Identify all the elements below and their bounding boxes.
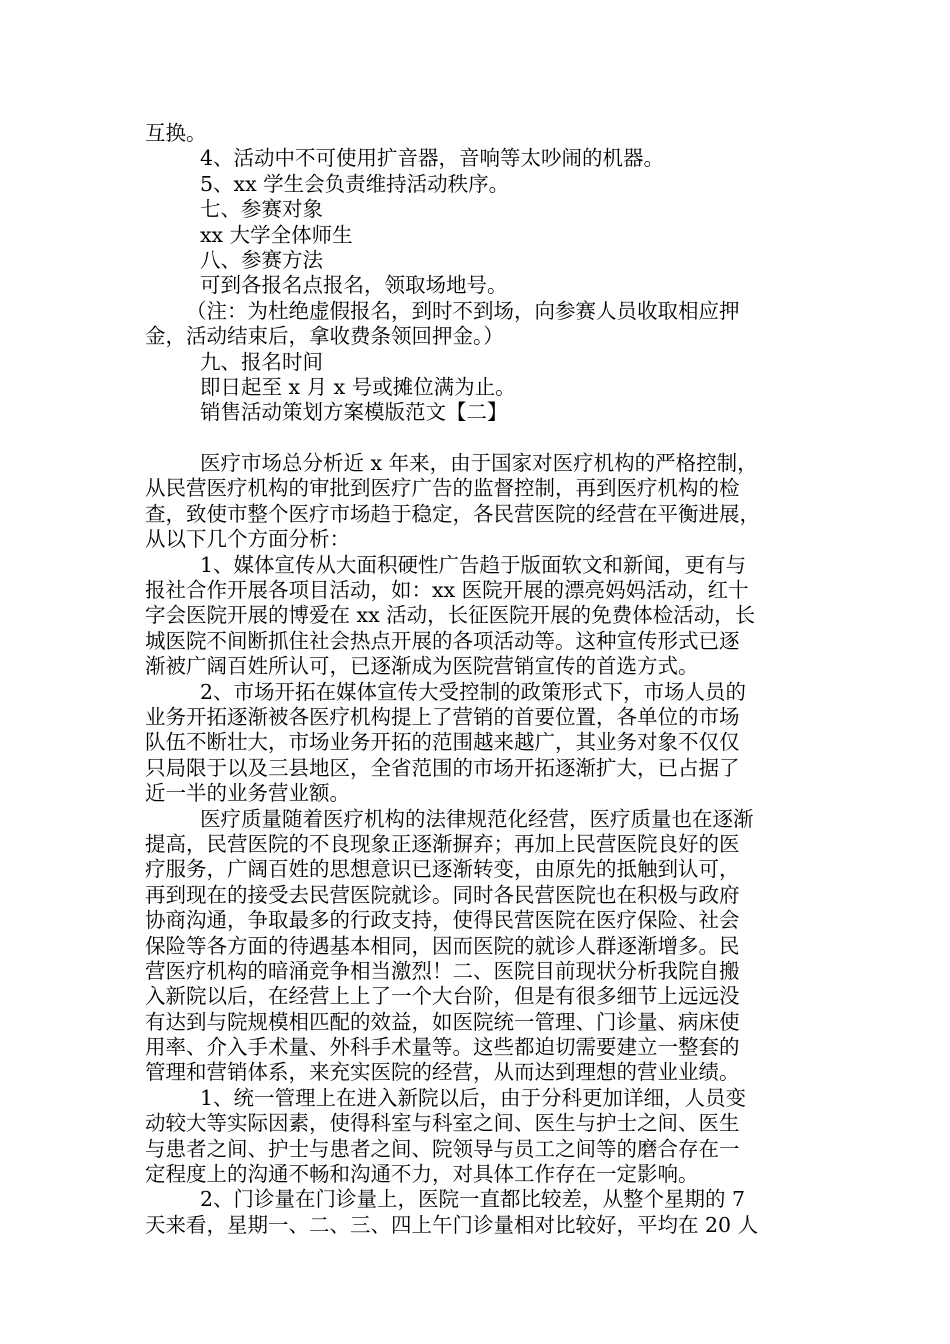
text-line: 1、媒体宣传从大面积硬性广告趋于版面软文和新闻，更有与 [200,552,747,577]
text-line: 2、门诊量在门诊量上，医院一直都比较差，从整个星期的 7 [200,1187,746,1212]
text-line: 动较大等实际因素，使得科室与科室之间、医生与护士之间、医生 [145,1111,740,1136]
text-line: 4、活动中不可使用扩音器，音响等太吵闹的机器。 [200,146,665,171]
text-line: 报社合作开展各项目活动，如：xx 医院开展的漂亮妈妈活动，红十 [145,578,749,603]
document-body [145,121,807,1238]
text-line: 2、市场开拓在媒体宣传大受控制的政策形式下，市场人员的 [200,679,747,704]
text-line: 入新院以后，在经营上上了一个大台阶，但是有很多细节上远远没 [145,984,740,1009]
text-line: 查，致使市整个医疗市场趋于稳定，各民营医院的经营在平衡进展， [145,501,760,526]
text-line: 可到各报名点报名，领取场地号。 [200,273,508,298]
text-line: 医疗市场总分析近 x 年来，由于国家对医疗机构的严格控制， [200,451,758,476]
text-line: 从以下几个方面分析： [145,527,350,552]
text-line: 用率、介入手术量、外科手术量等。这些都迫切需要建立一整套的 [145,1035,740,1060]
text-line: 城医院不间断抓住社会热点开展的各项活动等。这种宣传形式已逐 [145,628,740,653]
text-line: 从民营医疗机构的审批到医疗广告的监督控制，再到医疗机构的检 [145,476,740,501]
text-line: 字会医院开展的博爱在 xx 活动，长征医院开展的免费体检活动，长 [145,603,756,628]
text-line: 1、统一管理上在进入新院以后，由于分科更加详细，人员变 [200,1085,747,1110]
text-line: 营医疗机构的暗涌竞争相当激烈！二、医院目前现状分析我院自搬 [145,958,740,983]
text-line: 提高，民营医院的不良现象正逐渐摒弃；再加上民营医院良好的医 [145,831,740,856]
text-line: xx 大学全体师生 [200,222,353,247]
text-line: 协商沟通，争取最多的行政支持，使得民营医院在医疗保险、社会 [145,908,740,933]
text-line: 近一半的业务营业额。 [145,781,350,806]
text-line: 定程度上的沟通不畅和沟通不力，对具体工作存在一定影响。 [145,1162,699,1187]
text-line: 5、xx 学生会负责维持活动秩序。 [200,171,510,196]
section-heading: 八、参赛方法 [200,247,323,272]
text-line: 金，活动结束后，拿收费条领回押金。） [145,324,504,349]
text-line: 管理和营销体系，来充实医院的经营，从而达到理想的营业业绩。 [145,1060,740,1085]
text-line: 再到现在的接受去民营医院就诊。同时各民营医院也在积极与政府 [145,882,740,907]
text-line: 医疗质量随着医疗机构的法律规范化经营，医疗质量也在逐渐 [200,806,754,831]
text-line: 互换。 [145,121,207,145]
section-heading: 九、报名时间 [200,349,323,374]
text-line: 业务开拓逐渐被各医疗机构提上了营销的首要位置，各单位的市场 [145,704,740,729]
text-line: 与患者之间、护士与患者之间、院领导与员工之间等的磨合存在一 [145,1136,740,1161]
text-line: 有达到与院规模相匹配的效益，如医院统一管理、门诊量、病床使 [145,1009,740,1034]
text-line: 保险等各方面的待遇基本相同，因而医院的就诊人群逐渐增多。民 [145,933,740,958]
text-line: 只局限于以及三县地区，全省范围的市场开拓逐渐扩大，已占据了 [145,755,740,780]
document-title: 销售活动策划方案模版范文【二】 [200,400,508,425]
blank-line [145,426,807,451]
text-line: 队伍不断壮大，市场业务开拓的范围越来越广，其业务对象不仅仅 [145,730,740,755]
text-line: 疗服务，广阔百姓的思想意识已逐渐转变，由原先的抵触到认可， [145,857,740,882]
text-line: 即日起至 x 月 x 号或摊位满为止。 [200,374,516,399]
text-line: 渐被广阔百姓所认可，已逐渐成为医院营销宣传的首选方式。 [145,654,699,679]
section-heading: 七、参赛对象 [200,197,323,222]
text-line: 天来看，星期一、二、三、四上午门诊量相对比较好，平均在 20 人 [145,1212,759,1237]
text-line: （注：为杜绝虚假报名，到时不到场，向参赛人员收取相应押 [186,298,740,323]
